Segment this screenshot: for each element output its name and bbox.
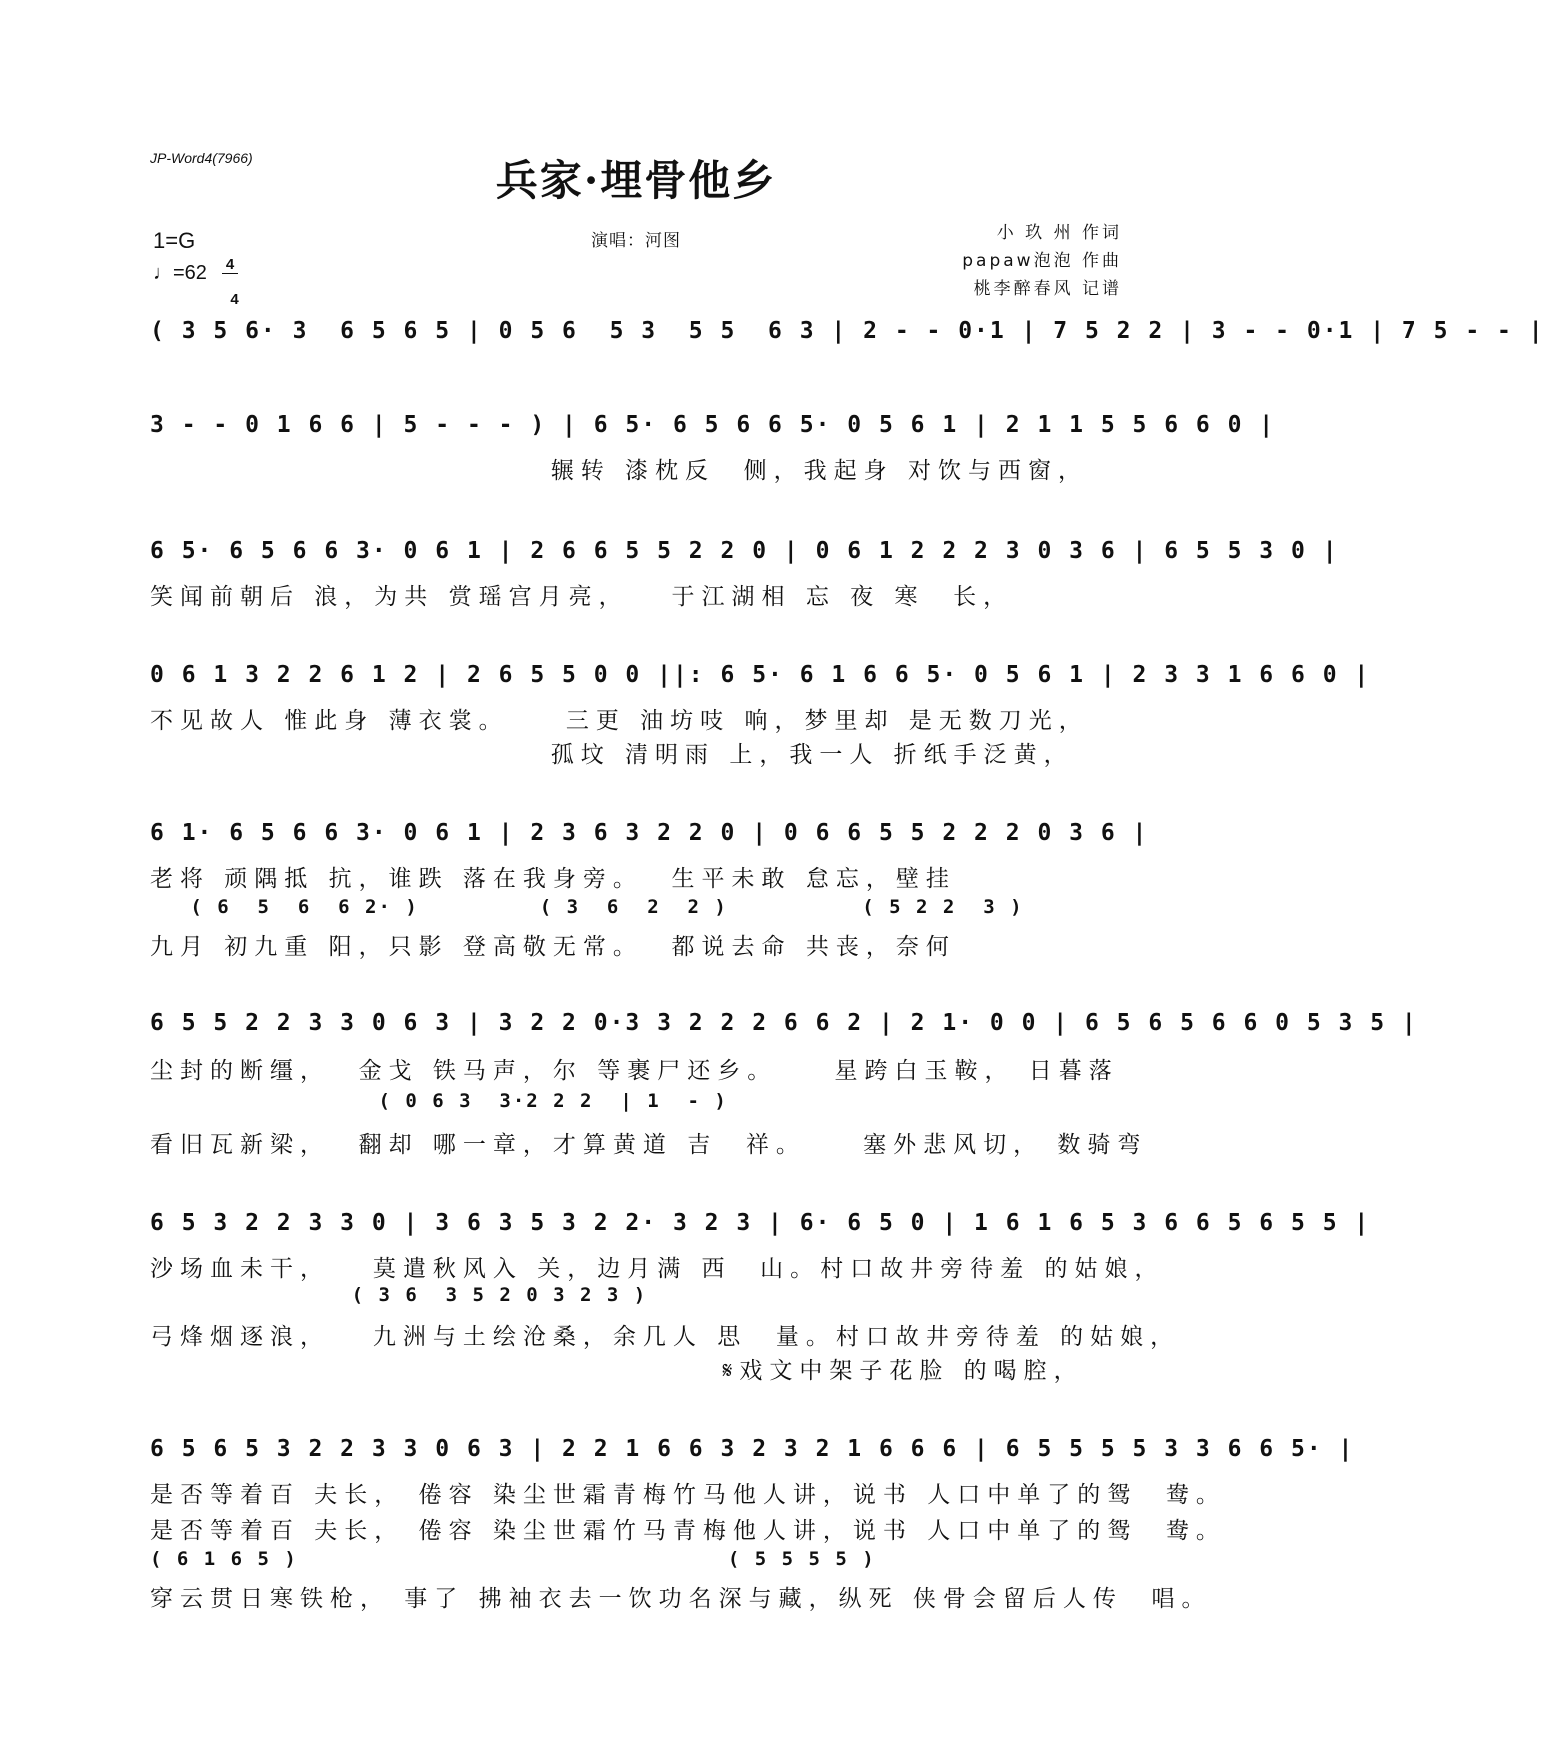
composer-credit: papaw泡泡 作曲 [962, 251, 1122, 271]
software-label: JP-Word4(7966) [150, 150, 253, 166]
lyricist-credit: 小 玖 州 作词 [996, 223, 1122, 243]
lyric-line: 𝄋戏文中架子花脸 的喝腔， [150, 1358, 1084, 1384]
tempo-marking: ♩=62 [153, 262, 207, 284]
lyric-line: 看旧瓦新梁， 翻却 哪一章，才算黄道 吉 祥。 塞外悲风切， 数骑弯 [150, 1132, 1148, 1158]
notation-line: 6 5· 6 5 6 6 3· 0 6 1 | 2 6 6 5 5 2 2 0 | 0 6 1 2 2 2 3 0 3 6 | 6 5 5 3 0 | [150, 538, 1339, 564]
lyric-line: 穿云贯日寒铁枪， 事了 拂袖衣去一饮功名深与藏，纵死 侠骨会留后人传 唱。 [150, 1586, 1212, 1612]
singer-credit: 演唱：河图 [591, 231, 681, 251]
time-signature-top: 4 [222, 256, 238, 274]
alt-notation: ( 6 1 6 5 ) ( 5 5 5 5 ) [150, 1548, 876, 1570]
song-title: 兵家·埋骨他乡 [495, 156, 777, 205]
lyric-line: 九月 初九重 阳，只影 登高敬无常。 都说去命 共丧，奈何 [150, 934, 956, 960]
notation-line: 6 1· 6 5 6 6 3· 0 6 1 | 2 3 6 3 2 2 0 | 0 6 6 5 5 2 2 2 0 3 6 | [150, 820, 1149, 846]
lyric-line: 老将 顽隅抵 抗，谁跌 落在我身旁。 生平未敢 怠忘，壁挂 [150, 866, 956, 892]
lyric-line: 弓烽烟逐浪， 九洲与土绘沧桑，余几人 思 量。村口故井旁待羞 的姑娘， [150, 1324, 1181, 1350]
lyric-line: 是否等着百 夫长， 倦容 染尘世霜竹马青梅他人讲，说书 人口中单了的鸳 鸯。 [150, 1518, 1226, 1544]
lyric-line: 尘封的断缰， 金戈 铁马声，尔 等裹尸还乡。 星跨白玉鞍， 日暮落 [150, 1058, 1119, 1084]
notation-line: 6 5 3 2 2 3 3 0 | 3 6 3 5 3 2 2· 3 2 3 | 6· 6 5 0 | 1 6 1 6 5 3 6 6 5 6 5 5 | [150, 1210, 1371, 1236]
notation-line: 3 - - 0 1 6 6 | 5 - - - ) | 6 5· 6 5 6 6 5· 0 5 6 1 | 2 1 1 5 5 6 6 0 | [150, 412, 1276, 438]
lyric-line: 是否等着百 夫长， 倦容 染尘世霜青梅竹马他人讲，说书 人口中单了的鸳 鸯。 [150, 1482, 1226, 1508]
alt-notation: ( 3 6 3 5 2 0 3 2 3 ) [150, 1284, 648, 1306]
lyric-line: 不见故人 惟此身 薄衣裳。 三更 油坊吱 响，梦里却 是无数刀光， [150, 708, 1089, 734]
notation-line: ( 3 5 6· 3 6 5 6 5 | 0 5 6 5 3 5 5 6 3 | 2 - - 0·1 | 7 5 2 2 | 3 - - 0·1 | 7 5 - - | [150, 318, 1545, 344]
alt-notation: ( 0 6 3 3·2 2 2 | 1 - ) [150, 1090, 728, 1112]
time-signature-bottom: 4 [230, 291, 239, 308]
lyric-line: 笑闻前朝后 浪，为共 赏瑶宫月亮， 于江湖相 忘 夜 寒 长， [150, 584, 1014, 610]
notation-line: 6 5 6 5 3 2 2 3 3 0 6 3 | 2 2 1 6 6 3 2 3 2 1 6 6 6 | 6 5 5 5 5 3 3 6 6 5· | [150, 1436, 1355, 1462]
lyric-line: 沙场血未干， 莫遣秋风入 关，边月满 西 山。村口故井旁待羞 的姑娘， [150, 1256, 1165, 1282]
alt-notation: ( 6 5 6 6 2· ) ( 3 6 2 2 ) ( 5 2 2 3 ) [150, 896, 1024, 918]
lyric-line: 辗转 漆枕反 侧，我起身 对饮与西窗， [150, 458, 1088, 484]
transcriber-credit: 桃李醉春风 记谱 [973, 279, 1122, 299]
key-signature: 1=G [153, 228, 196, 253]
notation-line: 6 5 5 2 2 3 3 0 6 3 | 3 2 2 0·3 3 2 2 2 6 6 2 | 2 1· 0 0 | 6 5 6 5 6 6 0 5 3 5 | [150, 1010, 1418, 1036]
notation-line: 0 6 1 3 2 2 6 1 2 | 2 6 5 5 0 0 ||: 6 5· 6 1 6 6 5· 0 5 6 1 | 2 3 3 1 6 6 0 | [150, 662, 1371, 688]
lyric-line: 孤坟 清明雨 上，我一人 折纸手泛黄， [150, 742, 1074, 768]
